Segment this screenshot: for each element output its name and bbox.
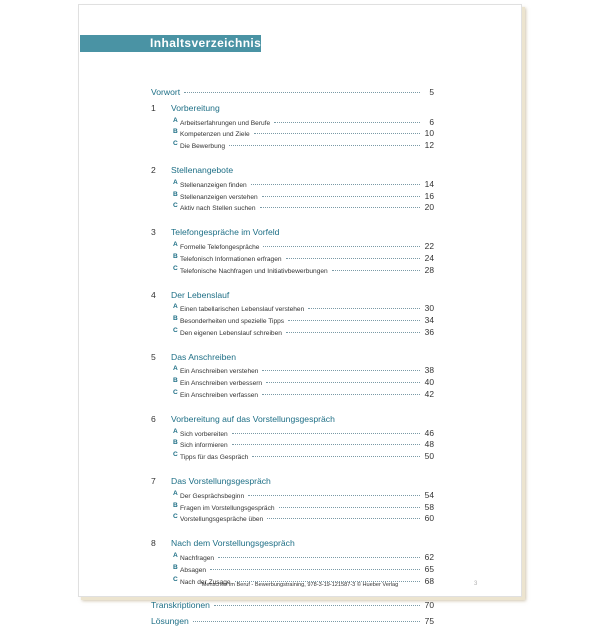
page-number: 30 bbox=[424, 303, 434, 314]
dot-leader bbox=[266, 382, 420, 383]
toc-entry[interactable] bbox=[151, 502, 434, 512]
page-number: 62 bbox=[424, 551, 434, 562]
chapter-number: 3 bbox=[151, 227, 156, 238]
toc-label: Der Lebenslauf bbox=[171, 289, 230, 300]
dot-leader bbox=[308, 308, 420, 309]
toc-entry[interactable] bbox=[151, 191, 434, 201]
toc-label: Vorwort bbox=[151, 87, 181, 97]
page-number: 38 bbox=[424, 365, 434, 376]
toc-entry[interactable] bbox=[151, 365, 434, 375]
toc-label: Aktiv nach Stellen suchen bbox=[180, 205, 256, 213]
dot-leader bbox=[254, 133, 420, 134]
toc-label: Ein Anschreiben verstehen bbox=[180, 368, 259, 376]
page-number: 12 bbox=[424, 140, 434, 151]
toc-label: Kompetenzen und Ziele bbox=[180, 131, 250, 139]
toc-entry[interactable] bbox=[151, 253, 434, 263]
page-number: 70 bbox=[424, 599, 434, 610]
dot-leader bbox=[286, 332, 420, 333]
section-letter: A bbox=[173, 240, 178, 248]
toc-label: Telefonisch Informationen erfragen bbox=[180, 255, 282, 263]
toc-label: Die Bewerbung bbox=[180, 143, 226, 151]
toc-entry[interactable] bbox=[151, 377, 434, 387]
toc-chapter-7[interactable] bbox=[151, 476, 434, 486]
section-letter: A bbox=[173, 303, 178, 311]
chapter-number: 6 bbox=[151, 414, 156, 424]
dot-leader bbox=[218, 557, 420, 558]
chapter-number: 8 bbox=[151, 538, 156, 549]
toc-label: Nach der Zusage bbox=[180, 578, 231, 586]
section-letter: A bbox=[173, 551, 178, 559]
section-letter: B bbox=[173, 252, 178, 260]
dot-leader bbox=[210, 569, 420, 570]
section-letter: B bbox=[173, 501, 178, 509]
page-number: 36 bbox=[424, 326, 434, 337]
page-number: 6 bbox=[429, 116, 434, 127]
toc-label: Das Anschreiben bbox=[171, 351, 236, 362]
toc-label: Vorstellungsgespräche üben bbox=[180, 516, 264, 524]
toc-label: Nachfragen bbox=[180, 554, 215, 562]
toc-label: Sich informieren bbox=[180, 442, 228, 450]
page-number: 10 bbox=[424, 128, 434, 139]
toc-chapter-2[interactable] bbox=[151, 165, 434, 175]
toc-label: Fragen im Vorstellungsgespräch bbox=[180, 504, 275, 512]
toc-entry[interactable] bbox=[151, 179, 434, 189]
dot-leader bbox=[279, 507, 420, 508]
toc-entry[interactable] bbox=[151, 140, 434, 150]
toc-label: Stellenanzeigen finden bbox=[180, 181, 247, 189]
toc-chapter-4[interactable] bbox=[151, 290, 434, 300]
section-letter: B bbox=[173, 377, 178, 385]
toc-label: Lösungen bbox=[151, 615, 189, 626]
section-letter: B bbox=[173, 563, 178, 571]
toc-entry[interactable] bbox=[151, 439, 434, 449]
toc-label: Telefonische Nachfragen und Initiativbewerbungen bbox=[180, 267, 328, 275]
document-page bbox=[78, 4, 522, 626]
section-letter: B bbox=[173, 128, 178, 136]
toc-label: Transkriptionen bbox=[151, 599, 210, 610]
toc-entry-vorwort[interactable] bbox=[151, 87, 434, 97]
toc-entry-transkriptionen[interactable] bbox=[151, 600, 434, 610]
toc-label: Vorbereitung bbox=[171, 103, 220, 113]
page-number: 5 bbox=[429, 87, 434, 97]
section-letter: A bbox=[173, 116, 178, 124]
toc-entry[interactable] bbox=[151, 327, 434, 337]
dot-leader bbox=[232, 433, 420, 434]
section-letter: A bbox=[173, 178, 178, 186]
section-letter: C bbox=[173, 264, 178, 272]
toc-label: Der Gesprächsbeginn bbox=[180, 492, 245, 500]
page-number: 24 bbox=[424, 252, 434, 263]
toc-label: Telefongespräche im Vorfeld bbox=[171, 227, 280, 238]
toc-label: Stellenangebote bbox=[171, 165, 234, 176]
toc-label: Einen tabellarischen Lebenslauf verstehen bbox=[180, 306, 305, 314]
section-letter: A bbox=[173, 365, 178, 373]
page-number: 20 bbox=[424, 202, 434, 213]
page-number: 68 bbox=[424, 575, 434, 586]
dot-leader bbox=[252, 456, 420, 457]
toc-entry[interactable] bbox=[151, 265, 434, 275]
toc-chapter-3[interactable] bbox=[151, 227, 434, 237]
chapter-number: 5 bbox=[151, 351, 156, 362]
toc-entry[interactable] bbox=[151, 315, 434, 325]
dot-leader bbox=[214, 605, 420, 606]
toc-label: Sich vorbereiten bbox=[180, 430, 228, 438]
dot-leader bbox=[229, 145, 420, 146]
toc-label: Tipps für das Gespräch bbox=[180, 454, 249, 462]
chapter-number: 2 bbox=[151, 165, 156, 176]
dot-leader bbox=[262, 370, 420, 371]
toc-entry[interactable] bbox=[151, 513, 434, 523]
dot-leader bbox=[184, 92, 420, 93]
section-letter: A bbox=[173, 427, 178, 435]
dot-leader bbox=[274, 122, 420, 123]
section-letter: B bbox=[173, 314, 178, 322]
page-number: 40 bbox=[424, 377, 434, 388]
section-letter: A bbox=[173, 489, 178, 497]
chapter-number: 1 bbox=[151, 103, 156, 113]
section-letter: C bbox=[173, 140, 178, 148]
toc-entry[interactable] bbox=[151, 451, 434, 461]
dot-leader bbox=[248, 495, 420, 496]
section-letter: B bbox=[173, 439, 178, 447]
page-number: 58 bbox=[424, 501, 434, 512]
footer-page-number: 3 bbox=[474, 581, 478, 587]
toc-chapter-1[interactable] bbox=[151, 103, 434, 113]
section-letter: C bbox=[173, 202, 178, 210]
page-number: 75 bbox=[424, 615, 434, 626]
toc-label: Arbeitserfahrungen und Berufe bbox=[180, 119, 271, 127]
dot-leader bbox=[260, 207, 420, 208]
toc-entry[interactable] bbox=[151, 552, 434, 562]
dot-leader bbox=[286, 258, 420, 259]
page-number: 14 bbox=[424, 178, 434, 189]
page-number: 54 bbox=[424, 489, 434, 500]
toc-chapter-8[interactable] bbox=[151, 538, 434, 548]
page-number: 46 bbox=[424, 427, 434, 438]
dot-leader bbox=[332, 270, 420, 271]
toc-chapter-6[interactable] bbox=[151, 414, 434, 424]
page-number: 42 bbox=[424, 388, 434, 399]
title-banner bbox=[80, 35, 261, 52]
page-number: 65 bbox=[424, 563, 434, 574]
dot-leader bbox=[262, 196, 420, 197]
toc-entry-loesungen[interactable] bbox=[151, 616, 434, 626]
section-letter: C bbox=[173, 326, 178, 334]
footer-text: Menschen im Beruf - Bewerbungstraining, 978-3-19-121587-3 © Hueber Verlag bbox=[201, 582, 399, 588]
toc-label: Nach dem Vorstellungsgespräch bbox=[171, 538, 295, 549]
page-number: 50 bbox=[424, 451, 434, 462]
toc-label: Absagen bbox=[180, 566, 207, 574]
toc-entry[interactable] bbox=[151, 303, 434, 313]
page-number: 34 bbox=[424, 314, 434, 325]
dot-leader bbox=[262, 394, 420, 395]
section-letter: B bbox=[173, 190, 178, 198]
dot-leader bbox=[267, 518, 420, 519]
toc-label: Stellenanzeigen verstehen bbox=[180, 193, 258, 201]
section-letter: C bbox=[173, 513, 178, 521]
toc-label: Besonderheiten und spezielle Tipps bbox=[180, 317, 285, 325]
page-number: 22 bbox=[424, 240, 434, 251]
toc-label: Vorbereitung auf das Vorstellungsgespräch bbox=[171, 414, 335, 424]
toc-label: Formelle Telefongespräche bbox=[180, 243, 260, 251]
dot-leader bbox=[263, 246, 420, 247]
toc-label: Den eigenen Lebenslauf schreiben bbox=[180, 329, 282, 337]
section-letter: C bbox=[173, 388, 178, 396]
toc-label: Ein Anschreiben verbessern bbox=[180, 380, 263, 388]
toc-entry[interactable] bbox=[151, 117, 434, 127]
toc-entry[interactable] bbox=[151, 564, 434, 574]
toc-entry[interactable] bbox=[151, 428, 434, 438]
dot-leader bbox=[232, 444, 420, 445]
toc-entry[interactable] bbox=[151, 490, 434, 500]
page-title: Inhaltsverzeichnis bbox=[150, 36, 262, 50]
toc-entry[interactable] bbox=[151, 241, 434, 251]
chapter-number: 4 bbox=[151, 289, 156, 300]
toc-label: Das Vorstellungsgespräch bbox=[171, 476, 271, 487]
dot-leader bbox=[288, 320, 420, 321]
dot-leader bbox=[193, 621, 420, 622]
section-letter: C bbox=[173, 575, 178, 583]
toc-label: Ein Anschreiben verfassen bbox=[180, 391, 259, 399]
toc-entry[interactable] bbox=[151, 202, 434, 212]
chapter-number: 7 bbox=[151, 476, 156, 487]
toc-chapter-5[interactable] bbox=[151, 352, 434, 362]
page-number: 60 bbox=[424, 513, 434, 524]
toc-entry[interactable] bbox=[151, 389, 434, 399]
page-number: 48 bbox=[424, 439, 434, 450]
section-letter: C bbox=[173, 451, 178, 459]
page-number: 16 bbox=[424, 190, 434, 201]
dot-leader bbox=[251, 184, 420, 185]
toc-entry[interactable] bbox=[151, 128, 434, 138]
page-number: 28 bbox=[424, 264, 434, 275]
